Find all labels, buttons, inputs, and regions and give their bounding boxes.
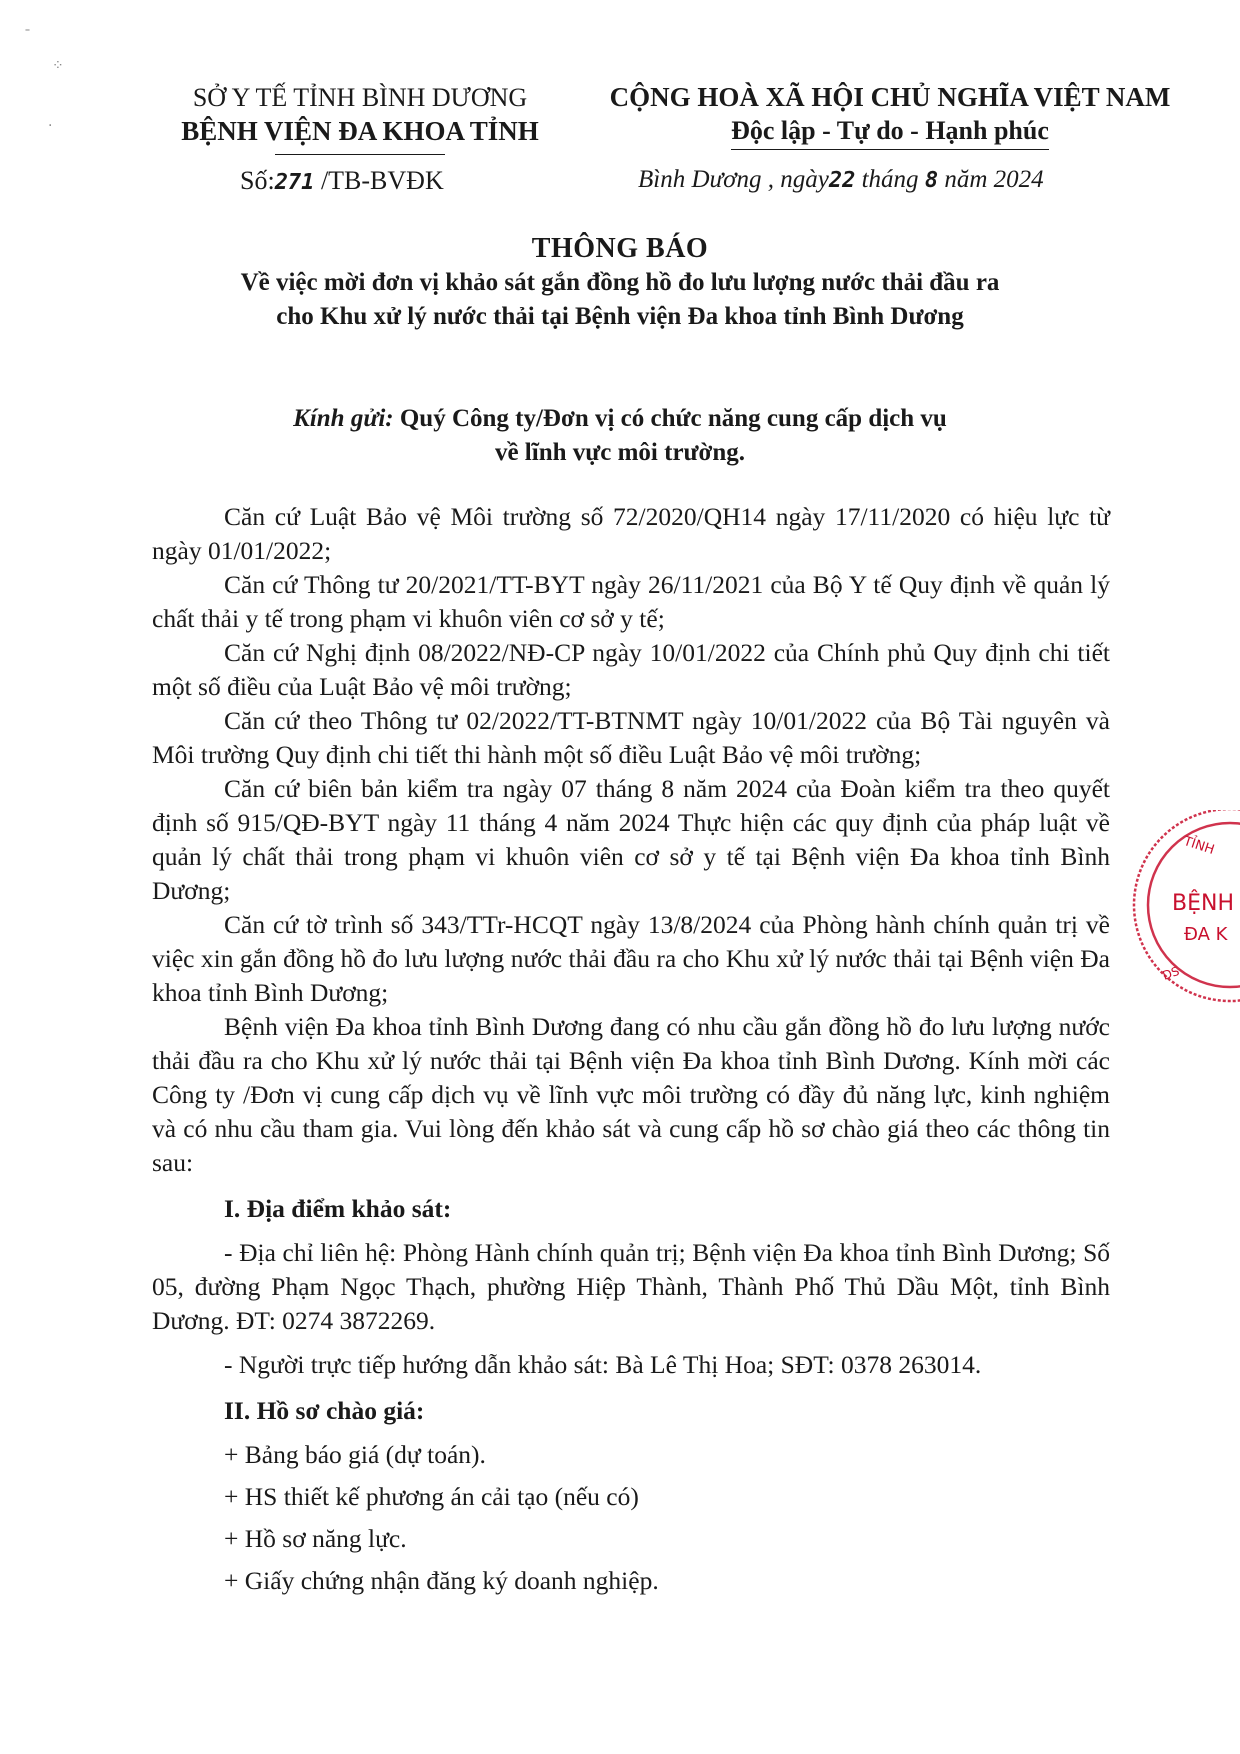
scan-speck: ˉ <box>24 28 31 44</box>
document-number <box>240 166 444 196</box>
seal-stamp-fragment <box>1120 810 1240 1010</box>
date-year: năm 2024 <box>938 166 1044 193</box>
seal-center-text-1: BỆNH <box>1172 891 1234 916</box>
recipient-block <box>140 402 1100 470</box>
national-motto: Độc lập - Tự do - Hạnh phúc <box>731 114 1049 150</box>
document-date <box>638 166 1044 194</box>
date-month-label: tháng <box>855 166 925 193</box>
scan-speck: ⁘ <box>52 58 64 74</box>
date-day: 22 <box>828 168 856 193</box>
recipient-line-1: Quý Công ty/Đơn vị có chức năng cung cấp dịch vụ <box>393 405 947 432</box>
number-handwritten: 271 <box>274 170 315 195</box>
document-body <box>152 500 1110 1598</box>
header-divider <box>275 154 445 155</box>
country-name: CỘNG HOÀ XÃ HỘI CHỦ NGHĨA VIỆT NAM <box>609 82 1171 112</box>
number-prefix: Số: <box>240 166 275 195</box>
seal-top-text: TỈNH <box>1181 833 1217 858</box>
date-month: 8 <box>924 168 939 193</box>
number-suffix: /TB-BVĐK <box>314 166 444 195</box>
contact-address: - Địa chỉ liên hệ: Phòng Hành chính quản trị; Bệnh viện Đa khoa tỉnh Bình Dương; Số 05, đường Phạm Ngọc Thạch, phường Hiệp Thành, Thành Phố Thủ Dầu Một, tỉnh Bình Dương. ĐT: 0274 3872269. <box>152 1238 1110 1335</box>
document-subtitle-line-2: cho Khu xử lý nước thải tại Bệnh viện Đa khoa tỉnh Bình Dương <box>276 303 964 330</box>
basis-paragraph: Căn cứ tờ trình số 343/TTr-HCQT ngày 13/8/2024 của Phòng hành chính quản trị về việc xin gắn đồng hồ đo lưu lượng nước thải đầu ra cho Khu xử lý nước thải tại Bệnh viện Đa khoa tỉnh Bình Dương; <box>152 910 1110 1007</box>
recipient-line-2: về lĩnh vực môi trường. <box>494 439 746 466</box>
dossier-item: + Hồ sơ năng lực. <box>224 1524 407 1553</box>
document-subtitle-line-1: Về việc mời đơn vị khảo sát gắn đồng hồ đo lưu lượng nước thải đầu ra <box>240 269 1000 296</box>
issuing-agency-block <box>150 82 570 155</box>
dossier-item: + Bảng báo giá (dự toán). <box>224 1440 486 1469</box>
document-title: THÔNG BÁO <box>531 233 709 264</box>
date-place: Bình Dương , ngày <box>638 166 829 193</box>
request-paragraph: Bệnh viện Đa khoa tỉnh Bình Dương đang có nhu cầu gắn đồng hồ đo lưu lượng nước thải đầu ra cho Khu xử lý nước thải tại Bệnh viện Đa khoa tỉnh Bình Dương. Kính mời các Công ty /Đơn vị cung cấp dịch vụ về lĩnh vực môi trường có đầy đủ năng lực, kinh nghiệm và có nhu cầu tham gia. Vui lòng đến khảo sát và cung cấp hồ sơ chào giá theo các thông tin sau: <box>152 1012 1110 1177</box>
dossier-item: + Giấy chứng nhận đăng ký doanh nghiệp. <box>224 1566 659 1595</box>
basis-paragraph: Căn cứ Nghị định 08/2022/NĐ-CP ngày 10/01/2022 của Chính phủ Quy định chi tiết một số điều của Luật Bảo vệ môi trường; <box>152 638 1110 701</box>
basis-paragraph: Căn cứ Luật Bảo vệ Môi trường số 72/2020/QH14 ngày 17/11/2020 có hiệu lực từ ngày 01/01/2022; <box>152 502 1110 565</box>
section-1-heading: I. Địa điểm khảo sát: <box>224 1194 452 1223</box>
recipient-label: Kính gửi: <box>293 405 394 432</box>
agency-name: SỞ Y TẾ TỈNH BÌNH DƯƠNG <box>192 83 528 112</box>
scan-speck: · <box>48 118 53 134</box>
hospital-name: BỆNH VIỆN ĐA KHOA TỈNH <box>181 116 539 146</box>
section-2-heading: II. Hồ sơ chào giá: <box>224 1396 425 1425</box>
basis-paragraph: Căn cứ Thông tư 20/2021/TT-BYT ngày 26/11/2021 của Bộ Y tế Quy định về quản lý chất thải y tế trong phạm vi khuôn viên cơ sở y tế; <box>152 570 1110 633</box>
contact-person: - Người trực tiếp hướng dẫn khảo sát: Bà Lê Thị Hoa; SĐT: 0378 263014. <box>224 1350 982 1379</box>
title-block <box>140 232 1100 334</box>
seal-center-text-2: ĐA K <box>1184 924 1228 945</box>
basis-paragraph: Căn cứ theo Thông tư 02/2022/TT-BTNMT ngày 10/01/2022 của Bộ Tài nguyên và Môi trường Quy định chi tiết thi hành một số điều Luật Bảo vệ môi trường; <box>152 706 1110 769</box>
dossier-item: + HS thiết kế phương án cải tạo (nếu có) <box>224 1482 639 1511</box>
seal-bottom-text: DS <box>1160 963 1182 983</box>
basis-paragraph: Căn cứ biên bản kiểm tra ngày 07 tháng 8 năm 2024 của Đoàn kiểm tra theo quyết định số 915/QĐ-BYT ngày 11 tháng 4 năm 2024 Thực hiện các quy định của pháp luật về quản lý chất thải trong phạm vi khuôn viên cơ sở y tế tại Bệnh viện Đa khoa tỉnh Bình Dương; <box>152 774 1110 905</box>
national-header-block <box>590 80 1190 150</box>
